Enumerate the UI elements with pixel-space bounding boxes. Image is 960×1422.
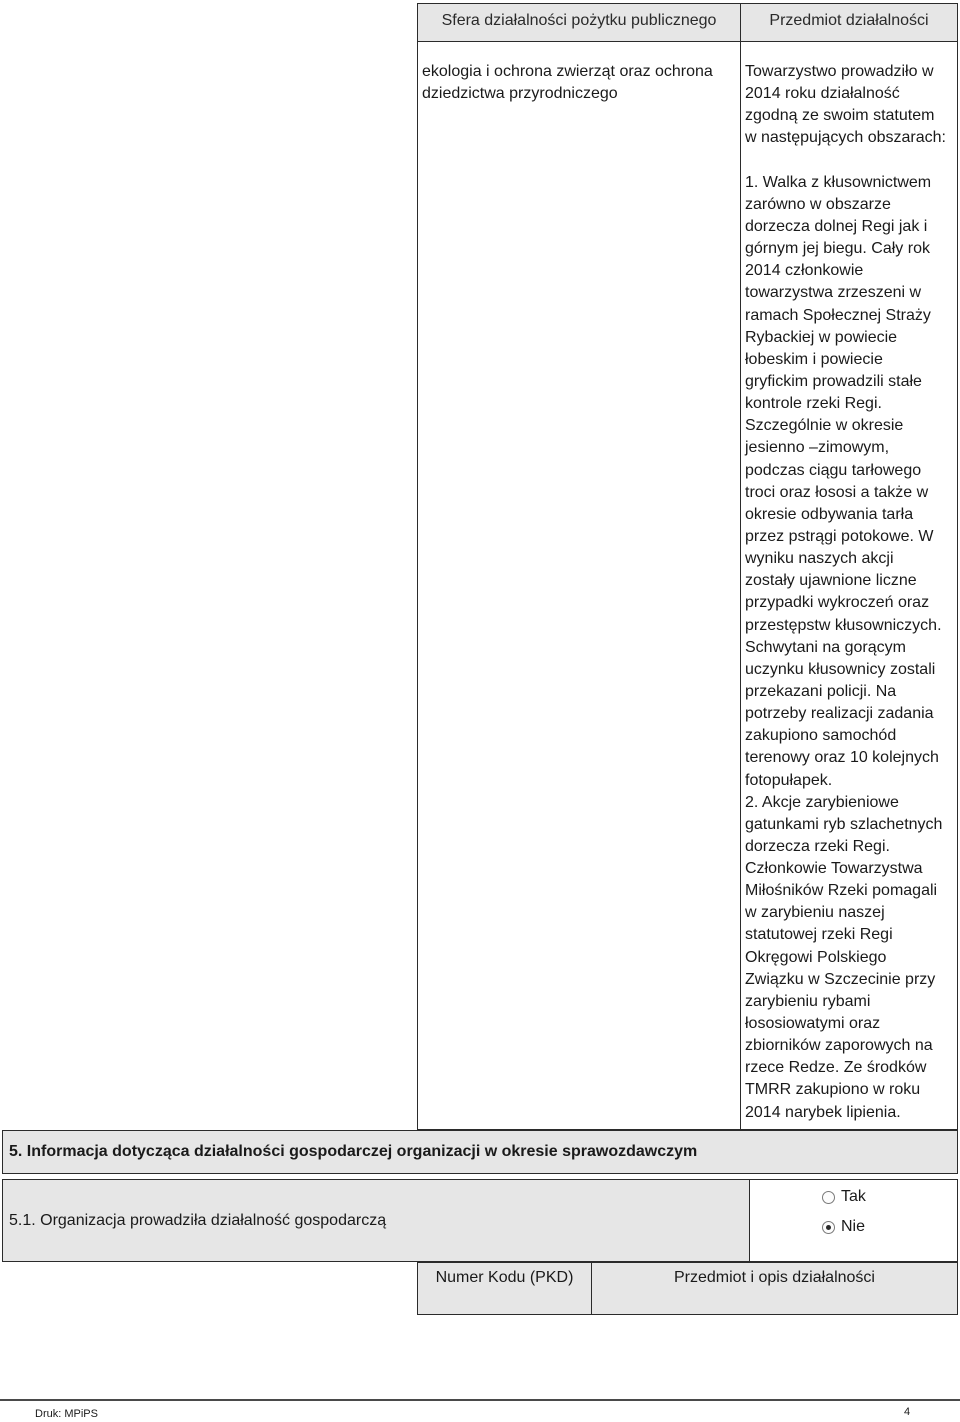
przedmiot-line: Towarzystwo prowadziło w [745,63,934,80]
header-przedmiot-cell [740,3,958,42]
przedmiot-line: Okręgowi Polskiego [745,948,887,966]
przedmiot-line: zarówno w obszarze [745,195,891,213]
przedmiot-value [745,61,955,1124]
przedmiot-line: wyniku naszych akcji [745,550,894,568]
przedmiot-line: 2014 roku działalność [745,85,900,103]
question-5-1-cell [2,1179,750,1262]
przedmiot-cell [740,41,958,1130]
question-5-1-options [749,1179,958,1262]
przedmiot-line: Członkowie Towarzystwa [745,860,923,878]
przedmiot-line: statutowej rzeki Regi [745,926,893,944]
option-tak-label: Tak [841,1188,866,1205]
przedmiot-line: troci oraz łososi a także w [745,483,929,501]
przedmiot-line: kontrole rzeki Regi. [745,395,882,413]
przedmiot-line: przestępstw kłusowniczych. [745,616,942,634]
przedmiot-line: potrzeby realizacji zadania [745,705,934,723]
przedmiot-line: zbiorników zaporowych na [745,1037,933,1055]
section-5-title: 5. Informacja dotycząca działalności gospodarczej organizacji w okresie sprawozdawczym [9,1143,698,1160]
przedmiot-line: górnym jej biegu. Cały rok [745,240,930,258]
radio-tak[interactable] [822,1191,835,1204]
przedmiot-line: w zarybieniu naszej [745,904,885,922]
przedmiot-line: przypadki wykroczeń oraz [745,594,930,612]
przedmiot-line: fotopułapek. [745,771,833,789]
przedmiot-line: uczynku kłusownicy zostali [745,660,936,678]
pkd-code-header: Numer Kodu (PKD) [435,1269,574,1286]
przedmiot-line: zarybieniu rybami [745,992,871,1010]
option-nie-label: Nie [841,1218,866,1235]
header-przedmiot-label: Przedmiot działalności [769,12,929,29]
przedmiot-line: jesienno –zimowym, [745,439,890,457]
przedmiot-line: dorzecza dolnej Regi jak i [745,217,928,235]
sfera-value: ekologia i ochrona zwierząt oraz ochrona dziedzictwa przyrodniczego [422,63,713,102]
przedmiot-line: zakupiono samochód [745,727,897,745]
section-5-heading [2,1130,958,1174]
page-number: 4 [904,1406,911,1418]
header-sfera-cell [417,3,741,42]
przedmiot-line: w następujących obszarach: [745,129,946,147]
przedmiot-line: TMRR zakupiono w roku [745,1081,921,1099]
przedmiot-line: Schwytani na gorącym [745,638,906,656]
option-tak[interactable] [822,1187,866,1207]
przedmiot-line: Miłośników Rzeki pomagali [745,882,938,900]
pkd-code-header-cell [417,1262,592,1315]
przedmiot-line: podczas ciągu tarłowego [745,461,922,479]
przedmiot-line: towarzystwa zrzeszeni w [745,284,922,302]
przedmiot-line: rzece Redze. Ze środków [745,1059,927,1077]
przedmiot-line: przekazani policji. Na [745,682,897,700]
przedmiot-line: gryfickim prowadzili stałe [745,372,922,390]
przedmiot-line: 2. Akcje zarybieniowe [745,793,899,811]
footer-divider [0,1399,960,1401]
pkd-desc-header-cell [591,1262,958,1315]
przedmiot-line: zgodną ze swoim statutem [745,107,935,125]
przedmiot-line: gatunkami ryb szlachetnych [745,815,943,833]
footer-print-label: Druk: MPiPS [35,1408,98,1420]
sfera-cell [417,41,741,1130]
przedmiot-line: 1. Walka z kłusownictwem [745,173,932,191]
przedmiot-line: przez pstrągi potokowe. W [745,527,934,545]
przedmiot-line [745,150,955,172]
radio-nie[interactable] [822,1221,835,1234]
przedmiot-line: 2014 członkowie [745,262,864,280]
przedmiot-line: ramach Społecznej Straży [745,306,931,324]
przedmiot-line: okresie odbywania tarła [745,505,914,523]
przedmiot-line: Związku w Szczecinie przy [745,970,936,988]
header-sfera-label: Sfera działalności pożytku publicznego [441,12,717,29]
przedmiot-line: Rybackiej w powiecie [745,328,898,346]
przedmiot-line: Szczególnie w okresie [745,417,904,435]
przedmiot-line: terenowy oraz 10 kolejnych [745,749,939,767]
przedmiot-line: łososiowatymi oraz [745,1015,881,1033]
pkd-desc-header: Przedmiot i opis działalności [674,1269,875,1286]
przedmiot-line: łobeskim i powiecie [745,350,883,368]
przedmiot-line: 2014 narybek lipienia. [745,1103,901,1121]
option-nie[interactable] [822,1217,865,1237]
question-5-1-label: 5.1. Organizacja prowadziła działalność gospodarczą [9,1212,387,1229]
przedmiot-line: zostały ujawnione liczne [745,572,917,590]
przedmiot-line: dorzecza rzeki Regi. [745,837,890,855]
